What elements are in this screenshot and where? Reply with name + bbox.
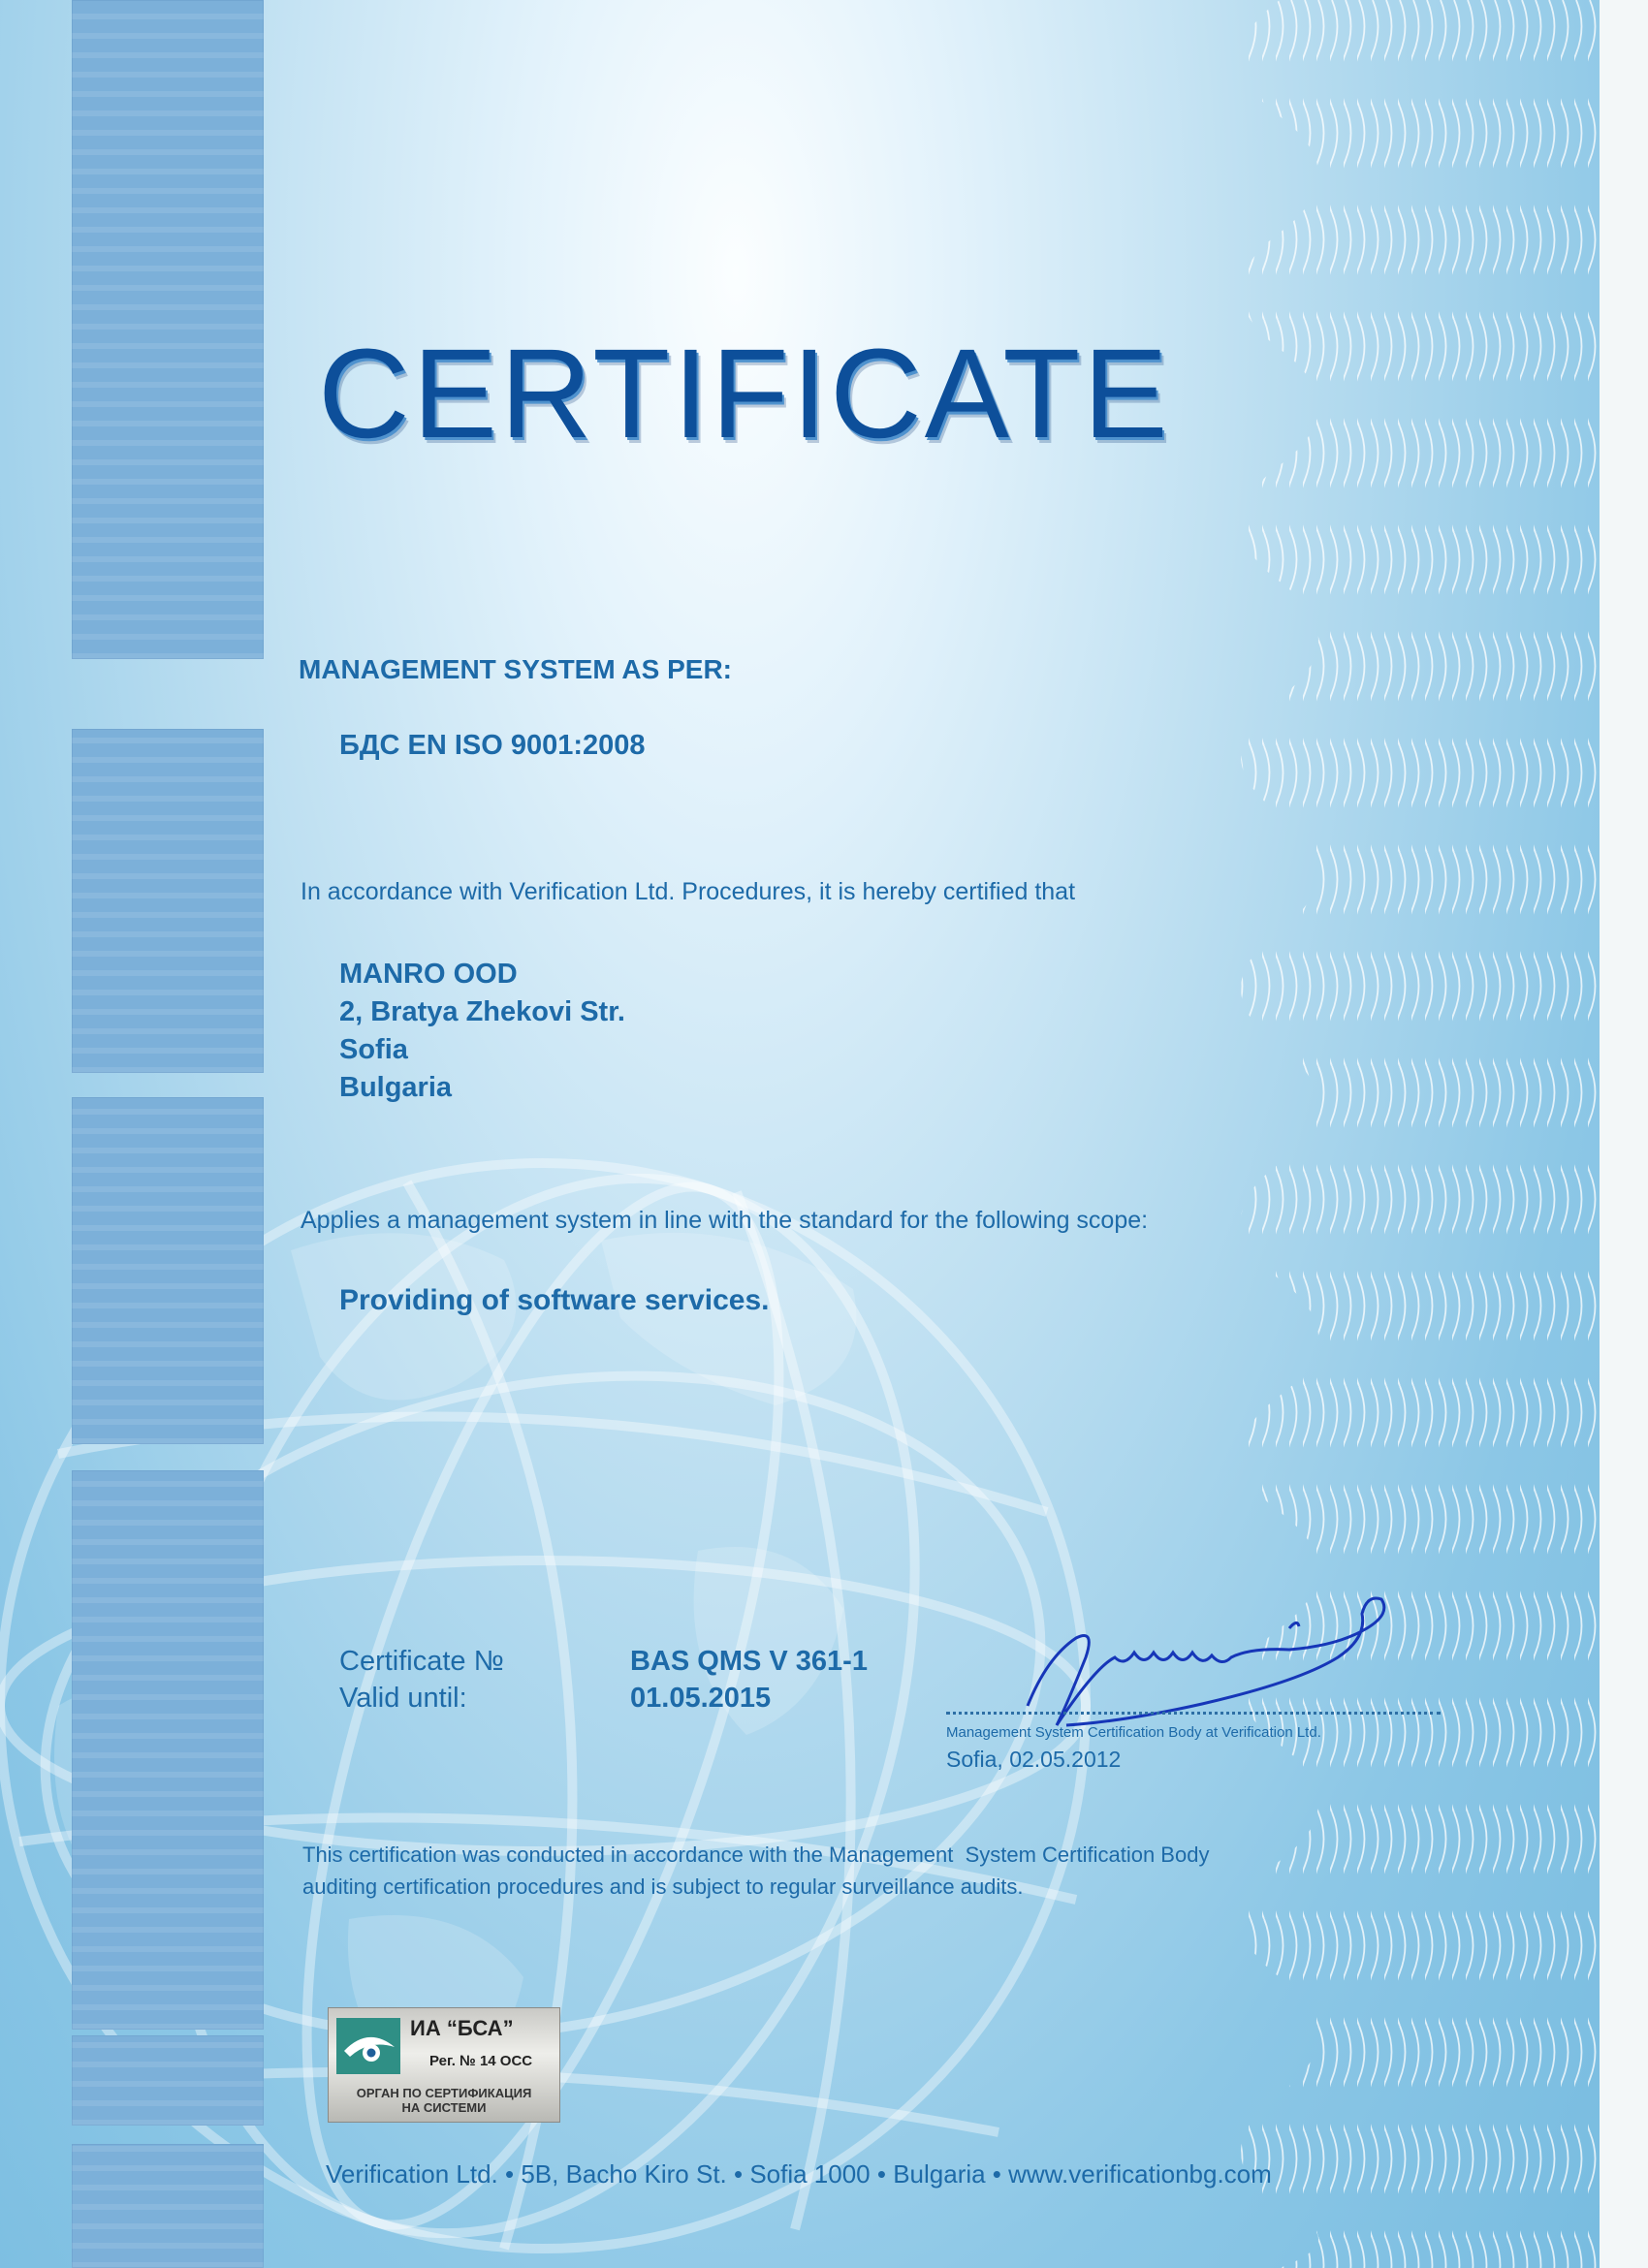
security-strip [72, 0, 264, 659]
company-street: 2, Bratya Zhekovi Str. [339, 996, 625, 1027]
logo-line-2: НА СИСТЕМИ [401, 2100, 487, 2115]
accordance-text: In accordance with Verification Ltd. Procedures, it is hereby certified that [301, 878, 1076, 905]
security-strip [72, 2035, 264, 2126]
signature-caption: Management System Certification Body at Verification Ltd. [946, 1724, 1321, 1741]
security-strip [72, 2144, 264, 2268]
issue-place-date: Sofia, 02.05.2012 [946, 1747, 1122, 1772]
page-margin [1600, 0, 1648, 2268]
note-line-2: auditing certification procedures and is subject to regular surveillance audits. [302, 1874, 1024, 1899]
security-strip [72, 1470, 264, 2030]
logo-name: ИА “БСА” [410, 2016, 514, 2040]
certificate-no-label: Certificate № [339, 1646, 504, 1677]
scope-text: Providing of software services. [339, 1284, 770, 1316]
company-city: Sofia [339, 1034, 408, 1065]
valid-until-date: 01.05.2015 [630, 1683, 772, 1714]
security-strip [72, 729, 264, 1073]
security-strip [72, 1097, 264, 1444]
management-heading: MANAGEMENT SYSTEM AS PER: [299, 654, 732, 684]
certificate-title: CERTIFICATE [318, 322, 1171, 464]
valid-until-label: Valid until: [339, 1683, 467, 1714]
company-address-block [339, 956, 625, 1107]
footer-address: Verification Ltd. • 5B, Bacho Kiro St. • Sofia 1000 • Bulgaria • www.verificationbg.com [326, 2159, 1272, 2189]
certificate-number: BAS QMS V 361-1 [630, 1646, 868, 1677]
bsa-eye-icon [336, 2018, 400, 2074]
company-name: MANRO OOD [339, 959, 518, 990]
logo-line-1: ОРГАН ПО СЕРТИФИКАЦИЯ [356, 2086, 532, 2100]
accreditation-logo [328, 2007, 560, 2123]
certification-note [302, 1839, 1209, 1903]
standard-name: БДС EN ISO 9001:2008 [339, 730, 646, 761]
signature-line [946, 1712, 1441, 1715]
logo-reg: Рег. № 14 ОСС [429, 2053, 533, 2069]
company-country: Bulgaria [339, 1072, 453, 1103]
certificate-labels [339, 1643, 504, 1717]
logo-caption [329, 2086, 559, 2115]
applies-text: Applies a management system in line with the standard for the following scope: [301, 1207, 1149, 1234]
certificate-values [630, 1643, 868, 1717]
note-line-1: This certification was conducted in accordance with the Management System Certification Body [302, 1843, 1210, 1867]
